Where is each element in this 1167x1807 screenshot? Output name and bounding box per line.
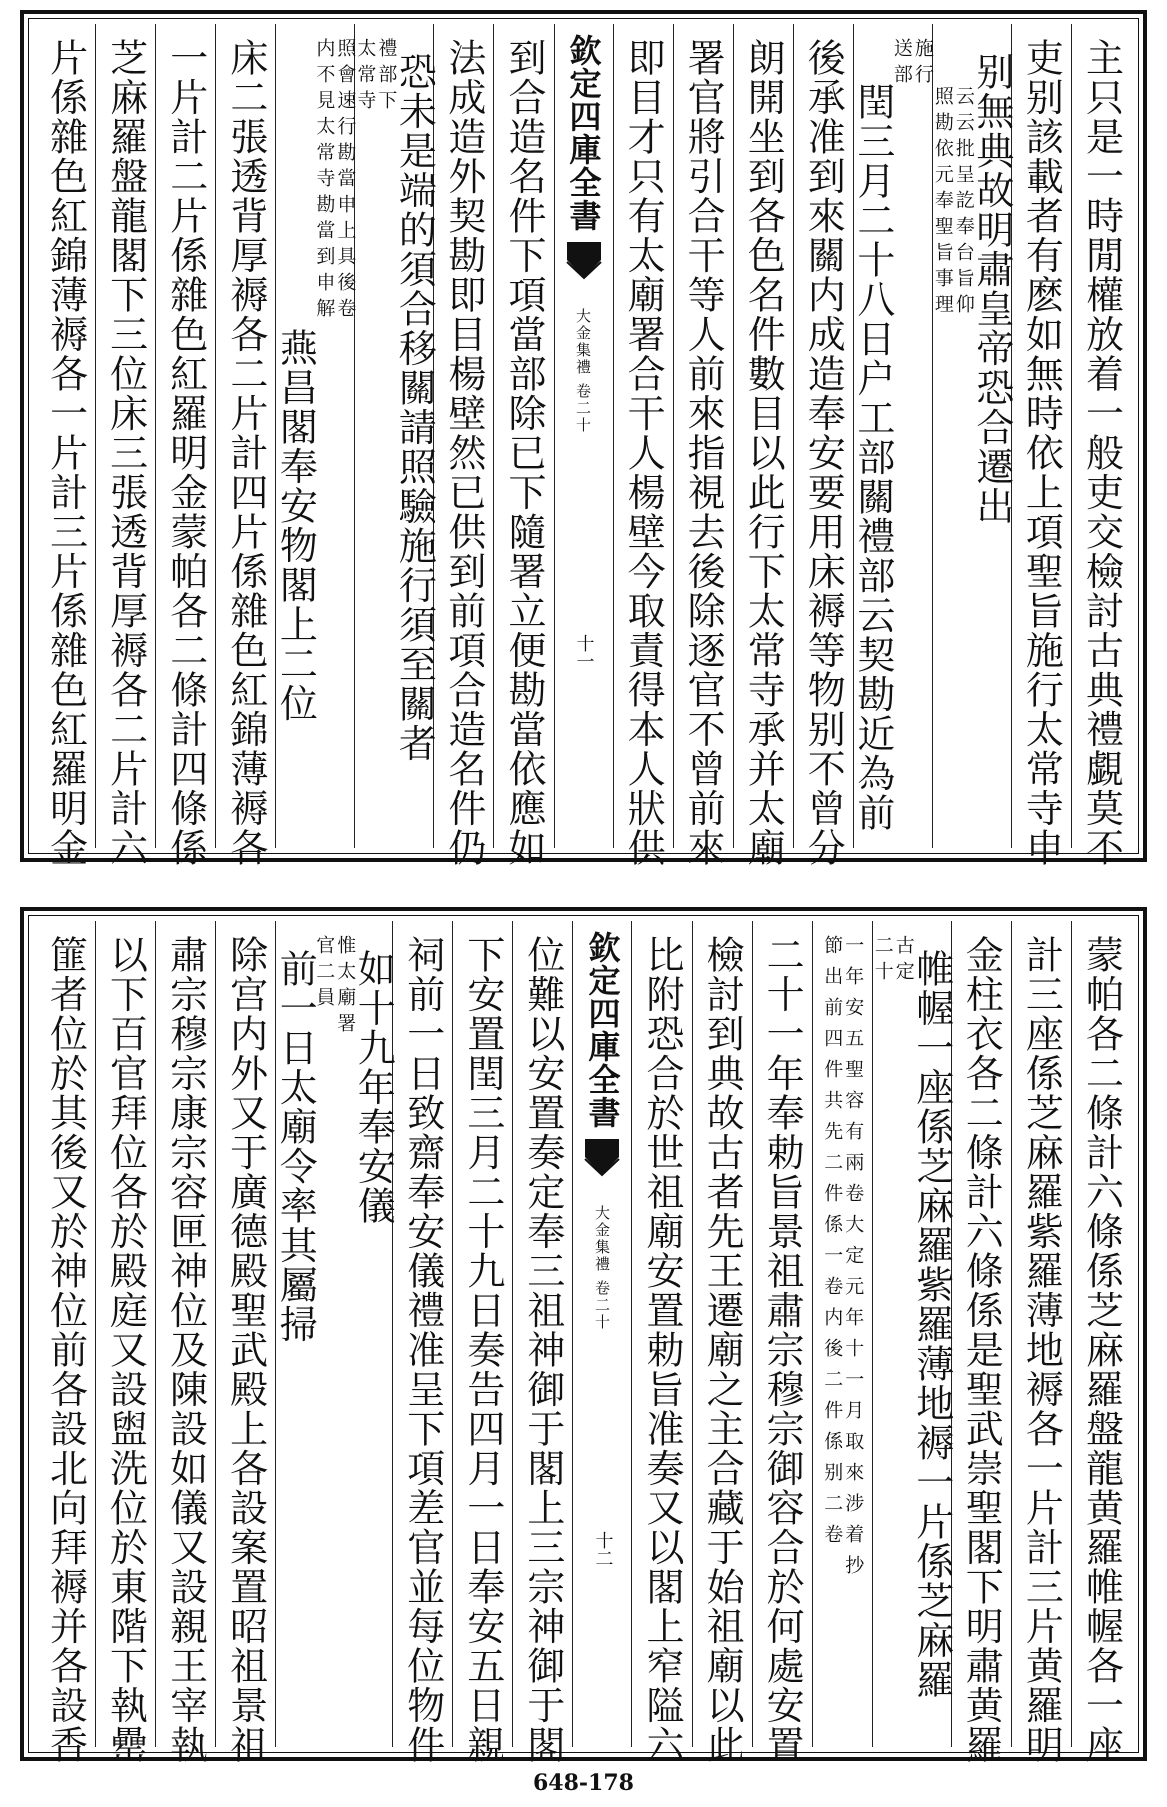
text-column: 下安置閏三月二十九日奏告四月一日奉安五日親 xyxy=(452,921,512,1747)
volume-label: 大金集禮 卷二十 xyxy=(592,1205,611,1331)
fish-tail-mark-icon xyxy=(583,1137,621,1177)
annotation: 施行 xyxy=(911,38,934,90)
annotation: 内不見太常寺勘當到申解 xyxy=(313,38,336,324)
annotation: 古定 xyxy=(892,935,915,987)
text-column: 施行 送部 閏三月二十八日户工部關禮部云契勘近為前 xyxy=(853,24,932,848)
text-column xyxy=(812,921,872,1747)
text-column: 比附恐合於世祖廟安置勅旨准奏又以閣上窄隘六 xyxy=(631,921,691,1747)
text-column: 帷幄一座係芝麻羅紫羅薄地褥一片係芝麻羅 古定 二十 xyxy=(872,921,951,1747)
annotation: 節出前四件共先二件係一卷内後二件係别二卷 xyxy=(821,935,844,1555)
text-column: 如十九年奉安儀 惟太廟署 官二員 前一日太廟令率其屬掃 xyxy=(275,921,392,1747)
annotation: 禮部下 xyxy=(375,38,398,116)
folio-number: 十二 xyxy=(592,1531,614,1567)
text-column: 署官將引合干等人前來指視去後除逐官不曾前來 xyxy=(673,24,733,848)
text-column: 計三座係芝麻羅紫羅薄地褥各一片計三片黄羅明 xyxy=(1011,921,1071,1747)
text-column: 即目才只有太廟署合干人楊壁今取責得本人狀供 xyxy=(613,24,673,848)
annotation: 送部 xyxy=(890,38,913,90)
page-number: 648-178 xyxy=(533,1770,634,1796)
book-title: 欽定四庫全書 xyxy=(564,34,603,232)
text-column: 金柱衣各二條計六條係是聖武崇聖閣下明肅黄羅 xyxy=(951,921,1011,1747)
annotation: 太常寺 xyxy=(354,38,377,116)
text-column: 位難以安置奏定奉三祖神御于閣上三宗神御于閣 xyxy=(512,921,572,1747)
center-fold xyxy=(572,921,631,1747)
center-fold xyxy=(554,24,613,848)
annotation: 云云批呈訖奉台旨仰 xyxy=(952,86,975,320)
text-column: 床二張透背厚褥各二片計四片係雜色紅錦薄褥各 xyxy=(215,24,275,848)
text-column: 後承准到來關内成造奉安要用床褥等物别不曾分 xyxy=(793,24,853,848)
text-column: 肅宗穆宗康宗容匣神位及陳設如儀又設親王宰執 xyxy=(155,921,215,1747)
text-column: 篚者位於其後又於神位前各設北向拜褥并各設香 xyxy=(43,935,88,1765)
text-column: 照會速行勘當申上具後卷 内不見太常寺勘當到申解 燕昌閣奉安物閣上二位 xyxy=(275,24,354,848)
text-column: 一片計二片係雜色紅羅明金蒙帕各二條計四條係 xyxy=(155,24,215,848)
annotation: 二十 xyxy=(871,935,894,987)
text-column: 蒙帕各二條計六條係芝麻羅盤龍黄羅帷幄各一座 xyxy=(1071,921,1131,1747)
page-top xyxy=(20,10,1147,868)
annotation: 官二員 xyxy=(313,935,336,1013)
book-title: 欽定四庫全書 xyxy=(583,931,622,1129)
text-column: 恐未是端的須合移關請照驗施行須至關者 禮部下 太常寺 xyxy=(354,24,433,848)
text-column: 到合造名件下項當部除已下隨署立便勘當依應如 xyxy=(493,24,553,848)
text-column: 祠前一日致齋奉安儀禮准呈下項差官並每位物件 xyxy=(392,921,452,1747)
text-column: 别無典故明肅皇帝恐合遷出 云云批呈訖奉台旨仰 照勘依元奉聖旨事理 xyxy=(932,24,1011,848)
page-bottom xyxy=(20,907,1147,1765)
text-column: 二十一年奉勅旨景祖肅宗穆宗御容合於何處安置 xyxy=(752,921,812,1747)
folio-number: 十一 xyxy=(573,634,595,670)
fish-tail-mark-icon xyxy=(565,240,603,280)
volume-label: 大金集禮 卷二十 xyxy=(574,308,593,434)
text-column: 除宫内外又于廣德殿聖武殿上各設案置昭祖景祖 xyxy=(215,921,275,1747)
text-column: 芝麻羅盤龍閣下三位床三張透背厚褥各二片計六 xyxy=(95,24,155,848)
text-column: 以下百官拜位各於殿庭又設盥洗位於東階下執罍 xyxy=(95,921,155,1747)
text-column: 法成造外契勘即目楊壁然已供到前項合造名件仍 xyxy=(433,24,493,848)
text-column: 吏别該載者有麽如無時依上項聖旨施行太常寺申 xyxy=(1011,24,1071,848)
text-column: 檢討到典故古者先王遷廟之主合藏于始祖廟以此 xyxy=(692,921,752,1747)
text-column: 朗開坐到各色名件數目以此行下太常寺承并太廟 xyxy=(733,24,793,848)
text-column: 主只是一時閒權放着一般吏交檢討古典禮覷莫不 xyxy=(1071,24,1131,848)
annotation: 照會速行勘當申上具後卷 xyxy=(334,38,357,324)
annotation: 一年安五聖容有兩卷大定元年十一月取來涉着抄 xyxy=(842,935,865,1586)
text-column: 片係雜色紅錦薄褥各一片計三片係雜色紅羅明金 xyxy=(43,38,88,868)
annotation: 照勘依元奉聖旨事理 xyxy=(931,86,954,320)
annotation: 惟太廟署 xyxy=(334,935,357,1039)
